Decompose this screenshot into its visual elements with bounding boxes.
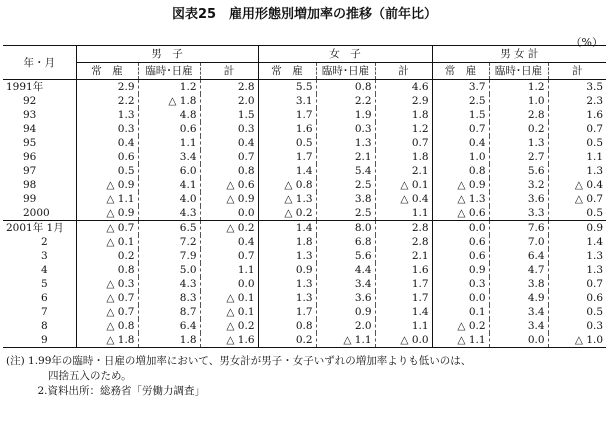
- table-cell: 3.5: [548, 80, 606, 95]
- table-cell: △ 0.2: [432, 319, 489, 333]
- table-cell: 2.0: [316, 319, 375, 333]
- table-cell: △ 0.6: [200, 178, 258, 192]
- table-cell: 0.3: [316, 122, 375, 136]
- table-cell: △ 0.9: [200, 192, 258, 206]
- table-cell: 1.1: [548, 150, 606, 164]
- row-label: 96: [23, 151, 37, 163]
- table-cell: 1.3: [258, 291, 316, 305]
- table-cell: △ 0.6: [432, 206, 489, 221]
- table-cell: 1.5: [432, 108, 489, 122]
- table-cell: 1.8: [375, 108, 432, 122]
- table-row: [3, 192, 606, 206]
- group-header-total: 男 女 計: [432, 46, 606, 63]
- table-cell: 2.1: [375, 249, 432, 263]
- page-title: 図表25 雇用形態別増加率の推移（前年比）: [171, 7, 438, 22]
- table-cell: 2.8: [375, 235, 432, 249]
- table-cell: △ 0.1: [200, 305, 258, 319]
- table-row: [3, 178, 606, 192]
- table-cell: 2.9: [76, 80, 138, 95]
- table-cell: 4.3: [138, 277, 200, 291]
- table-cell: △ 0.1: [375, 178, 432, 192]
- table-cell: 1.3: [489, 136, 548, 150]
- table-cell: 1.9: [316, 108, 375, 122]
- table-cell: 0.7: [548, 122, 606, 136]
- table-cell: △ 0.7: [548, 192, 606, 206]
- table-cell: 1.4: [375, 305, 432, 319]
- table-cell: 7.9: [138, 249, 200, 263]
- table-cell: △ 0.8: [76, 319, 138, 333]
- table-cell: 0.2: [76, 249, 138, 263]
- table-cell: 1.7: [258, 150, 316, 164]
- group-header-female: 女 子: [258, 46, 432, 63]
- row-label-header: 年・月: [3, 46, 76, 80]
- table-row: [3, 80, 606, 95]
- table-cell: 1.8: [375, 150, 432, 164]
- row-label: 93: [23, 109, 37, 121]
- table-cell: 4.3: [138, 206, 200, 221]
- table-cell: 0.9: [548, 221, 606, 236]
- table-cell: 3.2: [489, 178, 548, 192]
- table-cell: 1.1: [138, 136, 200, 150]
- table-cell: 1.3: [258, 249, 316, 263]
- row-label: 99: [23, 193, 37, 205]
- table-cell: 1.1: [375, 319, 432, 333]
- table-cell: 6.5: [138, 221, 200, 236]
- table-cell: 7.2: [138, 235, 200, 249]
- table-cell: 0.7: [375, 136, 432, 150]
- row-label: 7: [41, 306, 48, 318]
- table-cell: 0.2: [489, 122, 548, 136]
- table-cell: 0.7: [548, 277, 606, 291]
- row-label: 5: [41, 278, 48, 290]
- table-cell: △ 0.9: [432, 178, 489, 192]
- table-cell: △ 0.0: [375, 333, 432, 348]
- row-label: 2: [41, 236, 48, 248]
- table-cell: 1.7: [258, 305, 316, 319]
- table-cell: △ 1.1: [316, 333, 375, 348]
- table-cell: 0.4: [432, 136, 489, 150]
- table-cell: 0.5: [548, 136, 606, 150]
- table-cell: 0.0: [200, 277, 258, 291]
- table-row: [3, 305, 606, 319]
- table-cell: △ 1.8: [138, 94, 200, 108]
- table-cell: 0.9: [432, 263, 489, 277]
- table-row: [3, 277, 606, 291]
- table-cell: 0.4: [200, 136, 258, 150]
- table-row: [3, 333, 606, 348]
- table-cell: 0.4: [76, 136, 138, 150]
- unit-label: （%）: [570, 36, 603, 49]
- table-row: [3, 94, 606, 108]
- table-cell: △ 0.7: [76, 221, 138, 236]
- table-cell: 1.7: [375, 291, 432, 305]
- row-label: 6: [41, 292, 48, 304]
- table-cell: 3.4: [316, 277, 375, 291]
- table-cell: 0.0: [200, 206, 258, 221]
- table-cell: 4.9: [489, 291, 548, 305]
- table-cell: 2.7: [489, 150, 548, 164]
- table-cell: 2.5: [316, 206, 375, 221]
- table-cell: 3.4: [489, 305, 548, 319]
- table-cell: 7.0: [489, 235, 548, 249]
- table-cell: △ 0.9: [76, 178, 138, 192]
- table-cell: 0.8: [200, 164, 258, 178]
- sub-header-temporary: 臨時･日雇: [489, 63, 548, 80]
- table-cell: 7.6: [489, 221, 548, 236]
- table-cell: 5.5: [258, 80, 316, 95]
- sub-header-regular: 常 雇: [76, 63, 138, 80]
- row-label: 3: [41, 250, 48, 262]
- row-label: 98: [23, 179, 37, 191]
- table-row: [3, 108, 606, 122]
- row-label: 94: [23, 123, 37, 135]
- table-cell: 0.6: [432, 235, 489, 249]
- table-cell: 0.6: [548, 291, 606, 305]
- table-cell: 1.6: [548, 108, 606, 122]
- table-cell: 1.2: [489, 80, 548, 95]
- table-cell: 0.8: [316, 80, 375, 95]
- row-label: 95: [23, 137, 37, 149]
- table-cell: △ 1.0: [548, 333, 606, 348]
- table-cell: 1.6: [375, 263, 432, 277]
- table-cell: 0.8: [258, 319, 316, 333]
- table-cell: 5.4: [316, 164, 375, 178]
- table-cell: 0.9: [316, 305, 375, 319]
- table-cell: 5.6: [489, 164, 548, 178]
- table-cell: 2.3: [548, 94, 606, 108]
- row-label: 4: [41, 264, 48, 276]
- table-cell: 3.4: [489, 319, 548, 333]
- table-cell: 3.6: [316, 291, 375, 305]
- sub-header-regular: 常 雇: [258, 63, 316, 80]
- table-cell: 8.3: [138, 291, 200, 305]
- table-cell: 0.5: [76, 164, 138, 178]
- table-cell: 1.1: [200, 263, 258, 277]
- table-row: [3, 150, 606, 164]
- table-cell: △ 0.2: [200, 221, 258, 236]
- table-cell: 1.3: [316, 136, 375, 150]
- table-row: [3, 136, 606, 150]
- table-cell: 3.1: [258, 94, 316, 108]
- table-cell: △ 1.6: [200, 333, 258, 348]
- table-cell: 1.4: [258, 221, 316, 236]
- footnote-line: 四捨五入のため。: [6, 370, 132, 382]
- table-cell: △ 0.1: [200, 291, 258, 305]
- table-cell: 1.3: [76, 108, 138, 122]
- sub-header-temporary: 臨時･日雇: [138, 63, 200, 80]
- table-cell: △ 0.4: [375, 192, 432, 206]
- table-row: [3, 263, 606, 277]
- table-cell: 2.5: [432, 94, 489, 108]
- table-cell: 0.5: [258, 136, 316, 150]
- table-cell: 0.3: [432, 277, 489, 291]
- table-cell: 4.6: [375, 80, 432, 95]
- table-cell: 3.6: [489, 192, 548, 206]
- table-cell: △ 0.4: [548, 178, 606, 192]
- footnotes: [6, 354, 471, 399]
- table-cell: 1.2: [375, 122, 432, 136]
- table-cell: 1.0: [489, 94, 548, 108]
- row-label: 92: [23, 95, 37, 107]
- table-cell: 3.3: [489, 206, 548, 221]
- table-cell: △ 1.8: [76, 333, 138, 348]
- table-cell: 0.3: [548, 319, 606, 333]
- table-row: [3, 291, 606, 305]
- table-cell: 1.3: [548, 249, 606, 263]
- table-cell: △ 1.3: [258, 192, 316, 206]
- table-cell: 6.4: [138, 319, 200, 333]
- table-cell: △ 0.7: [76, 305, 138, 319]
- sub-header-total: 計: [200, 63, 258, 80]
- footnote-line: 2.資料出所：総務省「労働力調査」: [6, 385, 206, 397]
- table-cell: 1.0: [432, 150, 489, 164]
- table-cell: 3.4: [138, 150, 200, 164]
- table-cell: 1.3: [548, 263, 606, 277]
- footnote-line: (注) 1.99年の臨時・日雇の増加率において、男女計が男子・女子いずれの増加率よりも低いのは、: [6, 355, 472, 367]
- table-cell: 1.1: [375, 206, 432, 221]
- table-cell: 4.7: [489, 263, 548, 277]
- table-cell: 1.4: [548, 235, 606, 249]
- table-cell: 0.2: [258, 333, 316, 348]
- table-cell: 4.8: [138, 108, 200, 122]
- table-cell: 3.8: [489, 277, 548, 291]
- table-cell: 8.0: [316, 221, 375, 236]
- table-cell: 3.7: [432, 80, 489, 95]
- row-label: 2001年 1月: [6, 222, 64, 234]
- table-cell: △ 0.8: [258, 178, 316, 192]
- table-cell: 2.9: [375, 94, 432, 108]
- table-cell: 0.5: [548, 305, 606, 319]
- table-cell: 0.6: [138, 122, 200, 136]
- table-cell: 0.0: [432, 291, 489, 305]
- table-cell: 2.1: [375, 164, 432, 178]
- table-row: [3, 319, 606, 333]
- table-cell: 2.2: [76, 94, 138, 108]
- row-label: 2000: [23, 207, 50, 219]
- table-cell: 2.8: [200, 80, 258, 95]
- table-cell: 2.0: [200, 94, 258, 108]
- table-cell: 0.5: [548, 206, 606, 221]
- table-cell: 0.0: [432, 221, 489, 236]
- table-cell: 1.8: [138, 333, 200, 348]
- table-cell: 1.3: [258, 277, 316, 291]
- row-label: 1991年: [6, 81, 44, 93]
- sub-header-regular: 常 雇: [432, 63, 489, 80]
- table-cell: 0.3: [200, 122, 258, 136]
- table-cell: 0.7: [200, 150, 258, 164]
- table-cell: 0.8: [432, 164, 489, 178]
- table-cell: 0.8: [76, 263, 138, 277]
- table-cell: 1.8: [258, 235, 316, 249]
- table-cell: 0.0: [489, 333, 548, 348]
- table-cell: 2.8: [375, 221, 432, 236]
- table-cell: 1.4: [258, 164, 316, 178]
- table-cell: △ 0.2: [200, 319, 258, 333]
- table-cell: 2.1: [316, 150, 375, 164]
- table-cell: 4.4: [316, 263, 375, 277]
- table-cell: △ 1.3: [432, 192, 489, 206]
- table-cell: 0.1: [432, 305, 489, 319]
- table-cell: 1.5: [200, 108, 258, 122]
- table-cell: △ 0.7: [76, 291, 138, 305]
- table-cell: 3.8: [316, 192, 375, 206]
- table-cell: △ 1.1: [432, 333, 489, 348]
- table-cell: 6.8: [316, 235, 375, 249]
- table-cell: 1.2: [138, 80, 200, 95]
- table-cell: 2.5: [316, 178, 375, 192]
- table-row: [3, 122, 606, 136]
- table-row: [3, 206, 606, 221]
- table-cell: △ 0.9: [76, 206, 138, 221]
- table-cell: △ 0.1: [76, 235, 138, 249]
- group-header-male: 男 子: [76, 46, 258, 63]
- table-cell: 0.7: [432, 122, 489, 136]
- table-cell: 1.6: [258, 122, 316, 136]
- table-row: [3, 249, 606, 263]
- table-cell: 2.8: [489, 108, 548, 122]
- table-cell: 0.6: [76, 150, 138, 164]
- table-cell: 0.3: [76, 122, 138, 136]
- table-row: [3, 235, 606, 249]
- row-label: 97: [23, 165, 37, 177]
- table-cell: 6.0: [138, 164, 200, 178]
- table-cell: 8.7: [138, 305, 200, 319]
- sub-header-total: 計: [548, 63, 606, 80]
- growth-rate-table: [3, 45, 606, 348]
- table-cell: 1.3: [548, 164, 606, 178]
- table-cell: 5.0: [138, 263, 200, 277]
- table-row: [3, 221, 606, 236]
- table-row: [3, 164, 606, 178]
- table-cell: 4.0: [138, 192, 200, 206]
- sub-header-temporary: 臨時･日雇: [316, 63, 375, 80]
- row-label: 8: [41, 320, 48, 332]
- sub-header-total: 計: [375, 63, 432, 80]
- table-cell: 1.7: [258, 108, 316, 122]
- table-cell: △ 0.3: [76, 277, 138, 291]
- table-cell: 6.4: [489, 249, 548, 263]
- table-cell: △ 1.1: [76, 192, 138, 206]
- table-cell: 2.2: [316, 94, 375, 108]
- table-cell: 0.4: [200, 235, 258, 249]
- table-cell: 5.6: [316, 249, 375, 263]
- table-cell: 0.6: [432, 249, 489, 263]
- table-cell: △ 0.2: [258, 206, 316, 221]
- row-label: 9: [41, 334, 48, 346]
- table-cell: 0.9: [258, 263, 316, 277]
- table-cell: 1.7: [375, 277, 432, 291]
- table-cell: 0.7: [200, 249, 258, 263]
- table-cell: 4.1: [138, 178, 200, 192]
